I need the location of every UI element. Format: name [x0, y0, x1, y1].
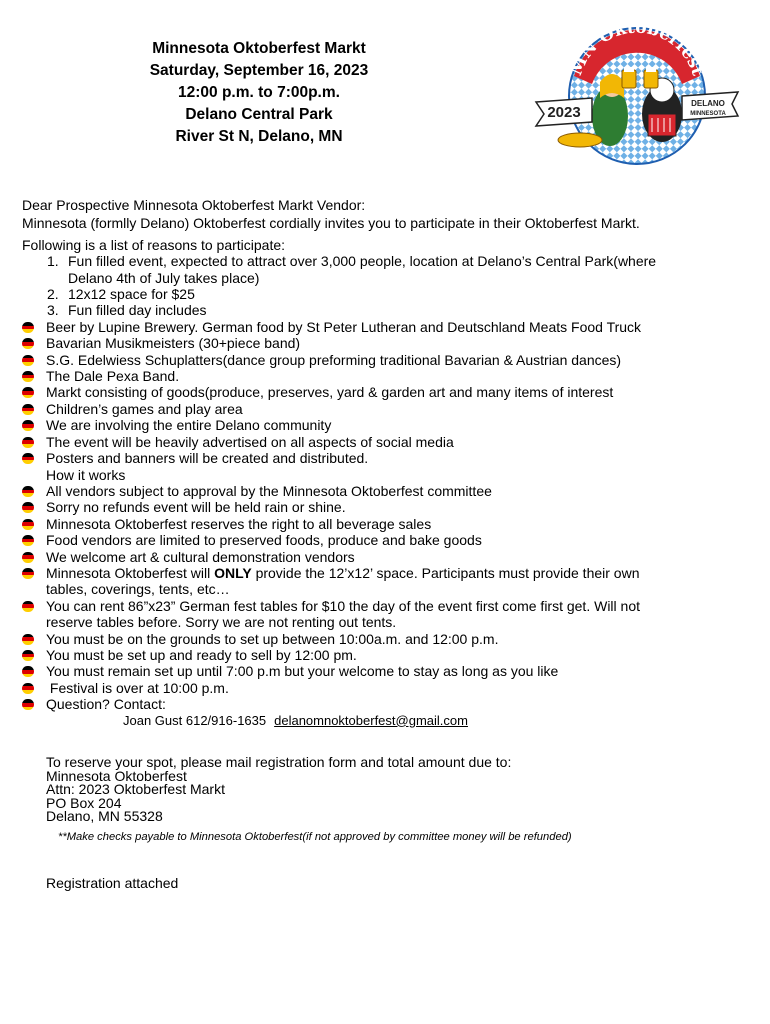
reasons-heading: Following is a list of reasons to participate: — [22, 236, 286, 253]
payment-note: **Make checks payable to Minnesota Oktoberfest(if not approved by committee money will be refunded) — [58, 830, 572, 843]
event-date: Saturday, September 16, 2023 — [149, 62, 369, 79]
event-venue: Delano Central Park — [185, 106, 333, 123]
list-item: You can rent 86”x23” German fest tables for $10 the day of the event first come first get. Will not reserve tables before. Sorry we are not renting out tents. — [22, 598, 757, 631]
letter-body — [22, 197, 757, 892]
reasons-list — [22, 253, 757, 319]
list-item: All vendors subject to approval by the Minnesota Oktoberfest committee — [22, 483, 757, 499]
list-item: The Dale Pexa Band. — [22, 368, 757, 384]
greeting: Dear Prospective Minnesota Oktoberfest Markt Vendor: — [22, 197, 366, 213]
event-time: 12:00 p.m. to 7:00p.m. — [178, 84, 340, 101]
german-flag-icon — [22, 338, 34, 349]
german-flag-icon — [22, 683, 34, 694]
german-flag-icon — [22, 634, 34, 645]
list-item: Question? Contact: — [22, 696, 757, 712]
german-flag-icon — [22, 650, 34, 661]
list-item: You must be on the grounds to set up between 10:00a.m. and 12:00 p.m. — [22, 631, 757, 647]
mailing-address: To reserve your spot, please mail registration form and total amount due to: Minnesota Oktoberfest Attn: 2023 Oktoberfest Markt PO Box 204 Delano, MN 55328 — [46, 756, 757, 824]
german-flag-icon — [22, 437, 34, 448]
german-flag-icon — [22, 371, 34, 382]
list-item: We welcome art & cultural demonstration vendors — [22, 549, 757, 565]
list-item: 2. 12x12 space for $25 — [47, 286, 195, 303]
list-item: You must remain set up until 7:00 p.m but your welcome to stay as long as you like — [22, 663, 757, 679]
list-item: Posters and banners will be created and distributed. — [22, 450, 757, 466]
day-includes-list — [22, 319, 757, 467]
event-title: Minnesota Oktoberfest Markt — [152, 40, 366, 57]
logo-title: MN Oktoberfest — [566, 18, 708, 79]
german-flag-icon — [22, 502, 34, 513]
german-flag-icon — [22, 699, 34, 710]
registration-attached: Registration attached — [46, 875, 179, 892]
german-flag-icon — [22, 322, 34, 333]
event-header — [100, 38, 418, 148]
german-flag-icon — [22, 355, 34, 366]
contact-email-link[interactable]: delanomnoktoberfest@gmail.com — [274, 712, 468, 728]
list-item: Bavarian Musikmeisters (30+piece band) — [22, 335, 757, 351]
list-item: 3. Fun filled day includes — [47, 302, 207, 319]
list-item: Markt consisting of goods(produce, preserves, yard & garden art and many items of interest — [22, 384, 757, 400]
german-flag-icon — [22, 535, 34, 546]
list-item: Minnesota Oktoberfest will ONLY provide the 12’x12’ space. Participants must provide their own tables, coverings, tents, etc… — [22, 565, 757, 598]
list-item: Beer by Lupine Brewery. German food by St Peter Lutheran and Deutschland Meats Food Truck — [22, 319, 757, 335]
list-item: We are involving the entire Delano community — [22, 417, 757, 433]
list-item: Children’s games and play area — [22, 401, 757, 417]
list-item: Sorry no refunds event will be held rain or shine. — [22, 499, 757, 515]
german-flag-icon — [22, 387, 34, 398]
german-flag-icon — [22, 519, 34, 530]
list-item: The event will be heavily advertised on all aspects of social media — [22, 434, 757, 450]
german-flag-icon — [22, 601, 34, 612]
list-item: S.G. Edelwiess Schuplatters(dance group preforming traditional Bavarian & Austrian dances) — [22, 352, 757, 368]
contact-line — [123, 713, 757, 729]
list-item: Festival is over at 10:00 p.m. — [22, 680, 757, 696]
logo-place-line1: DELANO — [691, 99, 725, 108]
german-flag-icon — [22, 453, 34, 464]
german-flag-icon — [22, 420, 34, 431]
logo-place-line2: MINNESOTA — [690, 111, 726, 117]
german-flag-icon — [22, 666, 34, 677]
german-flag-icon — [22, 404, 34, 415]
contact-name: Joan Gust 612/916-1635 — [123, 712, 267, 728]
logo-year: 2023 — [547, 104, 581, 121]
list-item: 1. Fun filled event, expected to attract over 3,000 people, location at Delano’s Central Park(where Delano 4th of July takes place) — [47, 253, 657, 286]
german-flag-icon — [22, 486, 34, 497]
how-it-works-list — [22, 483, 757, 713]
list-item: Minnesota Oktoberfest reserves the right to all beverage sales — [22, 516, 757, 532]
list-item: You must be set up and ready to sell by 12:00 pm. — [22, 647, 757, 663]
mail-intro: To reserve your spot, please mail registration form and total amount due to: — [46, 754, 512, 770]
oktoberfest-logo — [532, 18, 742, 168]
german-flag-icon — [22, 552, 34, 563]
list-item: Food vendors are limited to preserved foods, produce and bake goods — [22, 532, 757, 548]
intro-paragraph: Minnesota (formlly Delano) Oktoberfest cordially invites you to participate in their Oktoberfest Markt. — [22, 215, 640, 232]
german-flag-icon — [22, 568, 34, 579]
event-address: River St N, Delano, MN — [175, 128, 343, 145]
how-it-works-heading: How it works — [46, 466, 126, 483]
